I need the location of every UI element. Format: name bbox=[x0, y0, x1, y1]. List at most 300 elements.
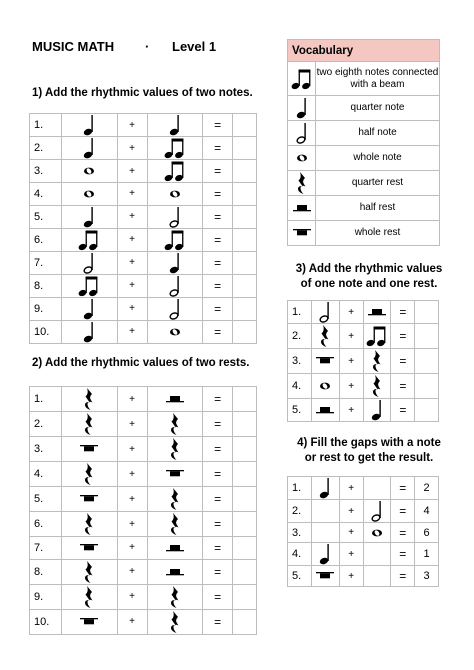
equals-sign: = bbox=[399, 305, 407, 319]
sym-cell bbox=[147, 160, 203, 183]
plus-sign: + bbox=[348, 505, 355, 517]
sym-cell bbox=[363, 374, 391, 399]
op-cell bbox=[117, 228, 147, 251]
row-number: 2. bbox=[34, 142, 44, 154]
num-cell bbox=[288, 543, 312, 566]
eq-cell bbox=[391, 500, 415, 523]
equals-sign: = bbox=[214, 442, 222, 456]
plus-sign: + bbox=[129, 591, 136, 603]
section4-table bbox=[287, 476, 439, 587]
half-note-icon bbox=[169, 206, 181, 228]
answer-cell[interactable] bbox=[415, 324, 439, 349]
whole-note-icon bbox=[83, 188, 95, 200]
whole-rest-icon bbox=[80, 494, 98, 504]
eq-cell bbox=[203, 183, 233, 206]
symbol-cell bbox=[288, 62, 316, 96]
vocabulary-heading: Vocabulary bbox=[288, 40, 440, 62]
result-value: 3 bbox=[423, 570, 430, 583]
num-cell bbox=[30, 297, 62, 320]
sym-cell bbox=[61, 437, 117, 462]
answer-cell[interactable] bbox=[233, 609, 257, 634]
op-cell bbox=[117, 183, 147, 206]
whole-rest-icon bbox=[80, 617, 98, 627]
row-number: 9. bbox=[34, 302, 44, 315]
section3-heading bbox=[284, 262, 454, 292]
row-number: 4. bbox=[34, 187, 44, 200]
op-cell bbox=[117, 412, 147, 437]
sym-cell bbox=[147, 205, 203, 228]
quarter-rest-icon bbox=[319, 324, 331, 348]
num-cell bbox=[30, 160, 62, 183]
table-row bbox=[288, 477, 439, 500]
num-cell bbox=[288, 566, 312, 586]
result-value: 6 bbox=[423, 526, 430, 539]
row-number: 5. bbox=[34, 493, 44, 505]
section1-heading: 1) Add the rhythmic values of two notes. bbox=[32, 87, 253, 99]
answer-cell[interactable] bbox=[233, 584, 257, 609]
answer-cell[interactable] bbox=[233, 205, 257, 228]
equals-sign: = bbox=[214, 467, 222, 481]
answer-cell[interactable] bbox=[233, 512, 257, 537]
sym-cell bbox=[61, 137, 117, 160]
op-cell bbox=[339, 349, 363, 374]
vocabulary-row bbox=[288, 196, 440, 221]
sym-cell bbox=[311, 566, 339, 586]
answer-cell[interactable] bbox=[363, 566, 391, 586]
sym-cell bbox=[147, 114, 203, 137]
answer-cell[interactable] bbox=[233, 487, 257, 512]
sym-cell bbox=[311, 301, 339, 324]
num-cell bbox=[288, 523, 312, 543]
num-cell bbox=[30, 228, 62, 251]
row-number: 6. bbox=[34, 518, 44, 530]
row-number: 9. bbox=[34, 590, 44, 603]
eq-cell bbox=[391, 301, 415, 324]
equals-sign: = bbox=[399, 403, 407, 417]
whole-note-icon bbox=[169, 326, 181, 338]
equals-sign: = bbox=[399, 354, 407, 368]
answer-cell[interactable] bbox=[233, 387, 257, 412]
answer-cell[interactable] bbox=[233, 297, 257, 320]
num-cell bbox=[288, 349, 312, 374]
res-cell bbox=[415, 500, 439, 523]
table-row bbox=[30, 251, 257, 274]
plus-sign: + bbox=[129, 142, 135, 154]
op-cell bbox=[339, 399, 363, 422]
section1-table bbox=[29, 113, 257, 344]
plus-sign: + bbox=[129, 542, 136, 554]
whole-note-icon bbox=[371, 527, 383, 539]
op-cell bbox=[339, 324, 363, 349]
half-note-icon bbox=[169, 298, 181, 320]
result-value: 4 bbox=[423, 505, 430, 517]
sym-cell bbox=[363, 349, 391, 374]
table-row bbox=[288, 349, 439, 374]
vocabulary-label: whole rest bbox=[316, 221, 440, 246]
row-number: 4. bbox=[292, 380, 302, 392]
answer-cell[interactable] bbox=[363, 543, 391, 566]
eq-cell bbox=[203, 297, 233, 320]
op-cell bbox=[117, 537, 147, 560]
sym-cell bbox=[147, 559, 203, 584]
quarter-note-icon bbox=[83, 114, 95, 136]
row-number: 8. bbox=[34, 565, 44, 578]
half-rest-icon bbox=[166, 543, 184, 553]
answer-cell[interactable] bbox=[233, 320, 257, 343]
section2-table bbox=[29, 386, 257, 635]
eq-cell bbox=[203, 512, 233, 537]
equals-sign: = bbox=[214, 492, 222, 506]
quarter-note-icon bbox=[83, 298, 95, 320]
table-row bbox=[30, 537, 257, 560]
table-row bbox=[30, 114, 257, 137]
table-row bbox=[288, 399, 439, 422]
table-row bbox=[30, 609, 257, 634]
op-cell bbox=[117, 609, 147, 634]
whole-note-icon bbox=[296, 152, 308, 164]
eq-cell bbox=[391, 399, 415, 422]
quarter-rest-icon bbox=[296, 171, 308, 195]
sym-cell bbox=[147, 320, 203, 343]
sym-cell bbox=[147, 584, 203, 609]
num-cell bbox=[30, 412, 62, 437]
answer-cell[interactable] bbox=[415, 301, 439, 324]
eq-cell bbox=[203, 387, 233, 412]
half-rest-icon bbox=[166, 394, 184, 404]
equals-sign: = bbox=[214, 255, 222, 270]
equals-sign: = bbox=[399, 547, 407, 562]
vocabulary-row bbox=[288, 96, 440, 121]
sym-cell bbox=[147, 228, 203, 251]
plus-sign: + bbox=[129, 234, 135, 245]
eq-cell bbox=[391, 566, 415, 586]
quarter-note-icon bbox=[296, 97, 308, 119]
sym-cell bbox=[311, 374, 339, 399]
row-number: 3. bbox=[34, 443, 44, 455]
quarter-note-icon bbox=[319, 543, 331, 565]
eq-cell bbox=[203, 137, 233, 160]
equals-sign: = bbox=[214, 209, 222, 224]
plus-sign: + bbox=[129, 518, 136, 530]
whole-rest-icon bbox=[80, 444, 98, 454]
answer-cell[interactable] bbox=[233, 183, 257, 206]
sym-cell bbox=[61, 114, 117, 137]
op-cell bbox=[117, 137, 147, 160]
level-label: Level 1 bbox=[172, 39, 217, 54]
row-number: 5. bbox=[34, 210, 44, 223]
res-cell bbox=[415, 566, 439, 586]
quarter-note-icon bbox=[83, 321, 95, 343]
equals-sign: = bbox=[214, 301, 222, 316]
answer-cell[interactable] bbox=[233, 251, 257, 274]
op-cell bbox=[117, 160, 147, 183]
table-row bbox=[288, 543, 439, 566]
sym-cell bbox=[311, 543, 339, 566]
quarter-rest-icon bbox=[169, 437, 181, 461]
sym-cell bbox=[147, 462, 203, 487]
sym-cell bbox=[61, 487, 117, 512]
beamed-eighth-notes-icon bbox=[164, 160, 186, 182]
table-row bbox=[30, 462, 257, 487]
plus-sign: + bbox=[348, 355, 355, 367]
op-cell bbox=[339, 301, 363, 324]
row-number: 7. bbox=[34, 256, 44, 269]
plus-sign: + bbox=[129, 493, 136, 505]
section2-heading: 2) Add the rhythmic values of two rests. bbox=[32, 357, 250, 369]
equals-sign: = bbox=[214, 589, 222, 604]
equals-sign: = bbox=[399, 525, 407, 540]
table-row bbox=[30, 183, 257, 206]
eq-cell bbox=[391, 543, 415, 566]
sym-cell bbox=[147, 387, 203, 412]
answer-cell[interactable] bbox=[415, 399, 439, 422]
plus-sign: + bbox=[129, 211, 135, 222]
table-row bbox=[30, 412, 257, 437]
quarter-note-icon bbox=[169, 114, 181, 136]
num-cell bbox=[30, 320, 62, 343]
num-cell bbox=[30, 114, 62, 137]
table-row bbox=[30, 205, 257, 228]
half-note-icon bbox=[319, 301, 331, 323]
num-cell bbox=[30, 137, 62, 160]
eq-cell bbox=[203, 274, 233, 297]
beamed-eighth-notes-icon bbox=[164, 229, 186, 251]
num-cell bbox=[30, 462, 62, 487]
whole-rest-icon bbox=[80, 543, 98, 553]
answer-cell[interactable] bbox=[311, 500, 339, 523]
vocabulary-row bbox=[288, 121, 440, 146]
answer-cell[interactable] bbox=[363, 477, 391, 500]
res-cell bbox=[415, 523, 439, 543]
plus-sign: + bbox=[129, 616, 136, 628]
half-rest-icon bbox=[316, 405, 334, 415]
sym-cell bbox=[147, 274, 203, 297]
half-rest-icon bbox=[293, 203, 311, 213]
quarter-note-icon bbox=[83, 137, 95, 159]
sym-cell bbox=[147, 437, 203, 462]
quarter-rest-icon bbox=[83, 462, 95, 486]
eq-cell bbox=[203, 320, 233, 343]
answer-cell[interactable] bbox=[415, 349, 439, 374]
vocabulary-label: quarter note bbox=[316, 96, 440, 121]
num-cell bbox=[30, 205, 62, 228]
vocabulary-label: two eighth notes connected with a beam bbox=[316, 62, 440, 96]
res-cell bbox=[415, 477, 439, 500]
whole-note-icon bbox=[83, 165, 95, 177]
equals-sign: = bbox=[214, 614, 222, 629]
answer-cell[interactable] bbox=[311, 523, 339, 543]
row-number: 3. bbox=[292, 526, 302, 539]
title-separator: · bbox=[145, 39, 150, 54]
plus-sign: + bbox=[348, 570, 355, 582]
table-row bbox=[30, 559, 257, 584]
title-text: MUSIC MATH bbox=[32, 39, 115, 54]
sym-cell bbox=[61, 512, 117, 537]
answer-cell[interactable] bbox=[233, 228, 257, 251]
answer-cell[interactable] bbox=[233, 412, 257, 437]
vocabulary-table bbox=[287, 39, 440, 246]
vocabulary-row bbox=[288, 62, 440, 96]
plus-sign: + bbox=[129, 468, 136, 480]
op-cell bbox=[117, 437, 147, 462]
answer-cell[interactable] bbox=[233, 160, 257, 183]
half-rest-icon bbox=[166, 567, 184, 577]
table-row bbox=[30, 274, 257, 297]
whole-rest-icon bbox=[316, 356, 334, 366]
quarter-rest-icon bbox=[169, 610, 181, 634]
equals-sign: = bbox=[214, 118, 222, 132]
quarter-rest-icon bbox=[169, 412, 181, 436]
num-cell bbox=[30, 584, 62, 609]
section3-table bbox=[287, 300, 439, 422]
table-row bbox=[30, 387, 257, 412]
equals-sign: = bbox=[214, 517, 222, 531]
equals-sign: = bbox=[399, 329, 407, 343]
num-cell bbox=[288, 399, 312, 422]
eq-cell bbox=[203, 487, 233, 512]
sym-cell bbox=[363, 500, 391, 523]
row-number: 5. bbox=[292, 570, 302, 583]
plus-sign: + bbox=[348, 548, 355, 560]
op-cell bbox=[339, 566, 363, 586]
quarter-rest-icon bbox=[169, 487, 181, 511]
eq-cell bbox=[203, 537, 233, 560]
num-cell bbox=[30, 274, 62, 297]
sym-cell bbox=[61, 160, 117, 183]
sym-cell bbox=[61, 228, 117, 251]
half-rest-icon bbox=[368, 307, 386, 317]
answer-cell[interactable] bbox=[233, 437, 257, 462]
num-cell bbox=[288, 500, 312, 523]
eq-cell bbox=[391, 374, 415, 399]
sym-cell bbox=[311, 349, 339, 374]
plus-sign: + bbox=[348, 306, 355, 318]
op-cell bbox=[339, 543, 363, 566]
sym-cell bbox=[61, 412, 117, 437]
whole-note-icon bbox=[319, 380, 331, 392]
plus-sign: + bbox=[348, 330, 355, 342]
half-note-icon bbox=[371, 500, 383, 522]
row-number: 7. bbox=[34, 541, 44, 554]
table-row bbox=[288, 301, 439, 324]
num-cell bbox=[288, 324, 312, 349]
quarter-rest-icon bbox=[83, 412, 95, 436]
op-cell bbox=[339, 500, 363, 523]
answer-cell[interactable] bbox=[233, 137, 257, 160]
sym-cell bbox=[147, 297, 203, 320]
section4-heading-line1: 4) Fill the gaps with a note bbox=[297, 437, 441, 449]
eq-cell bbox=[203, 559, 233, 584]
quarter-rest-icon bbox=[169, 585, 181, 609]
num-cell bbox=[30, 183, 62, 206]
beamed-eighth-notes-icon bbox=[78, 229, 100, 251]
sym-cell bbox=[61, 559, 117, 584]
sym-cell bbox=[61, 387, 117, 412]
quarter-rest-icon bbox=[371, 349, 383, 373]
eq-cell bbox=[391, 349, 415, 374]
num-cell bbox=[288, 477, 312, 500]
whole-note-icon bbox=[169, 188, 181, 200]
row-number: 3. bbox=[34, 165, 44, 177]
op-cell bbox=[117, 512, 147, 537]
row-number: 1. bbox=[292, 306, 302, 318]
symbol-cell bbox=[288, 196, 316, 221]
section3-heading-line2: of one note and one rest. bbox=[300, 278, 438, 290]
answer-cell[interactable] bbox=[233, 537, 257, 560]
op-cell bbox=[117, 320, 147, 343]
answer-cell[interactable] bbox=[233, 462, 257, 487]
plus-sign: + bbox=[348, 404, 355, 416]
op-cell bbox=[117, 584, 147, 609]
plus-sign: + bbox=[129, 280, 135, 291]
op-cell bbox=[339, 477, 363, 500]
symbol-cell bbox=[288, 171, 316, 196]
plus-sign: + bbox=[348, 482, 355, 494]
equals-sign: = bbox=[214, 324, 222, 339]
op-cell bbox=[339, 523, 363, 543]
answer-cell[interactable] bbox=[233, 114, 257, 137]
num-cell bbox=[30, 251, 62, 274]
op-cell bbox=[339, 374, 363, 399]
symbol-cell bbox=[288, 96, 316, 121]
num-cell bbox=[288, 301, 312, 324]
beamed-eighth-notes-icon bbox=[366, 325, 388, 347]
num-cell bbox=[30, 387, 62, 412]
table-row bbox=[30, 160, 257, 183]
eq-cell bbox=[391, 477, 415, 500]
table-row bbox=[30, 228, 257, 251]
table-row bbox=[30, 297, 257, 320]
answer-cell[interactable] bbox=[233, 559, 257, 584]
num-cell bbox=[30, 559, 62, 584]
sym-cell bbox=[61, 462, 117, 487]
row-number: 6. bbox=[34, 233, 44, 246]
vocabulary-row bbox=[288, 221, 440, 246]
table-row bbox=[288, 523, 439, 543]
sym-cell bbox=[61, 584, 117, 609]
row-number: 2. bbox=[292, 330, 302, 342]
page-title bbox=[32, 39, 217, 54]
answer-cell[interactable] bbox=[233, 274, 257, 297]
sym-cell bbox=[147, 537, 203, 560]
row-number: 2. bbox=[292, 505, 302, 517]
row-number: 2. bbox=[34, 418, 44, 430]
sym-cell bbox=[61, 297, 117, 320]
plus-sign: + bbox=[129, 119, 135, 131]
eq-cell bbox=[391, 523, 415, 543]
answer-cell[interactable] bbox=[415, 374, 439, 399]
result-value: 2 bbox=[423, 482, 430, 494]
equals-sign: = bbox=[399, 504, 407, 518]
sym-cell bbox=[363, 301, 391, 324]
sym-cell bbox=[311, 477, 339, 500]
sym-cell bbox=[61, 251, 117, 274]
eq-cell bbox=[203, 584, 233, 609]
op-cell bbox=[117, 297, 147, 320]
num-cell bbox=[288, 374, 312, 399]
vocabulary-row bbox=[288, 146, 440, 171]
op-cell bbox=[117, 251, 147, 274]
section3-heading-line1: 3) Add the rhythmic values bbox=[295, 263, 443, 275]
equals-sign: = bbox=[399, 379, 407, 393]
sym-cell bbox=[61, 609, 117, 634]
quarter-rest-icon bbox=[83, 585, 95, 609]
row-number: 8. bbox=[34, 279, 44, 292]
section4-heading bbox=[284, 436, 454, 466]
section4-heading-line2: or rest to get the result. bbox=[304, 452, 434, 464]
table-row bbox=[288, 324, 439, 349]
quarter-note-icon bbox=[83, 206, 95, 228]
